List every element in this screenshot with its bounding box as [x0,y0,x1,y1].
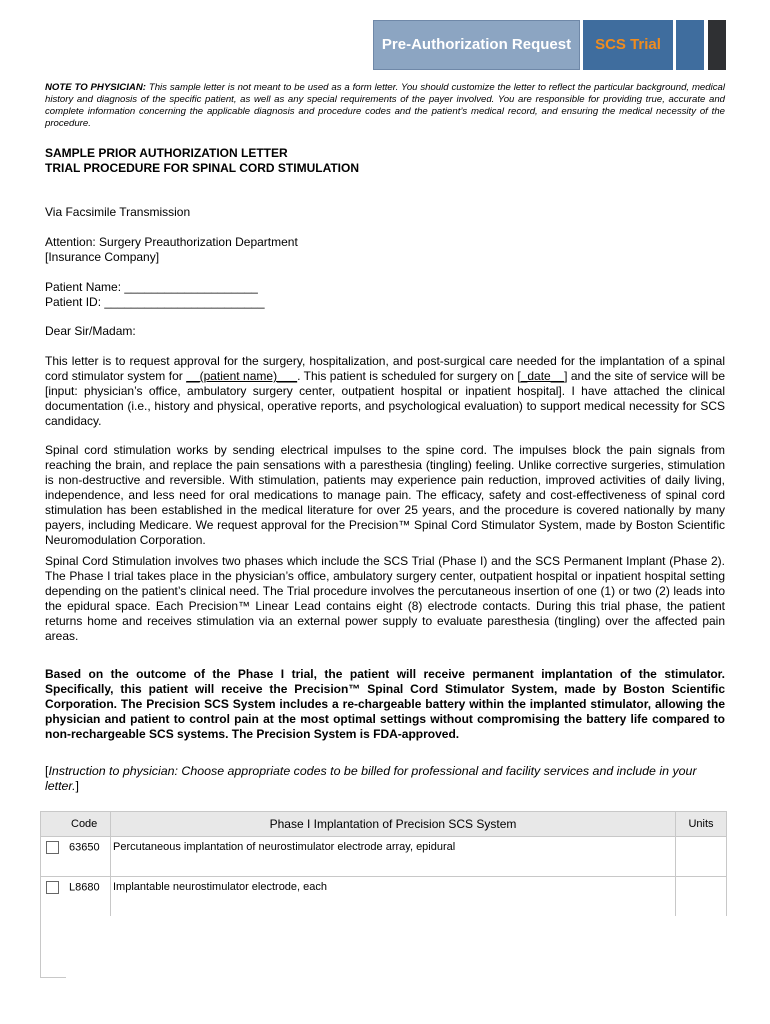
code-value: 63650 [69,841,100,854]
scs-trial-tab: SCS Trial [583,20,673,70]
note-label: NOTE TO PHYSICIAN: [45,82,146,93]
description-cell: Percutaneous implantation of neurostimulator electrode array, epidural [111,837,676,877]
pre-authorization-tab: Pre-Authorization Request [373,20,580,70]
patient-id-field: Patient ID: ________________________ [45,295,265,309]
paragraph-scs-explanation: Spinal cord stimulation works by sending electrical impulses to the spine cord. The impulses block the pain signals from reaching the brain, and replace the pain sensations with a paresthesia (tingling) feeling. Unlike corrective surgeries, stimulation is non-destructive and reversible. With stimulation, patients may experience pain reduction, improved activities of daily living, independence, and less need for oral medications to manage pain. The efficacy, safety and cost-effectiveness of spinal cord stimulation has been established in the medical literature for over 25 years, and the procedure is covered nationally by many payers, including Medicare. We request approval for the Precision™ Spinal Cord Stimulator System, made by Boston Scientific Neuromodulation Corporation. [45,443,725,547]
para1-c: ] and the site of service will be [input: physician’s office, ambulatory surgery center, outpatient hospital or inpatient hospital]. I have attached the clinical documentation (i.e., history and physical, operative reports, and psychological evaluation) to support medical necessity for SCS candidacy. [45,369,726,428]
via-line: Via Facsimile Transmission [45,205,191,219]
para1-b: . This patient is scheduled for surgery on [ [297,369,521,383]
table-header-row [41,812,727,837]
attention-block [45,235,725,265]
patient-block [45,280,725,310]
patient-name-field: Patient Name: ____________________ [45,280,258,294]
row-checkbox[interactable] [46,841,59,854]
physician-note [45,82,725,130]
code-cell [41,837,111,877]
salutation: Dear Sir/Madam: [45,324,136,338]
paragraph-request [45,354,725,429]
paragraph-permanent-implant: Based on the outcome of the Phase I trial, the patient will receive permanent implantation of the stimulator. Specifically, this patient will receive the Precision™ Spinal Cord Stimulator System, made by Boston Scientific Corporation. The Precision SCS System includes a re-chargeable battery within the implanted stimulator, allowing the physician and patient to control pain at the most optimal settings without compromising the battery life compared to non-rechargeable SCS systems. The Precision System is FDA-approved. [45,667,725,741]
instruction-text: Instruction to physician: Choose appropriate codes to be billed for professional and facility services and include in your letter. [45,764,697,793]
description-cell: Implantable neurostimulator electrode, each [111,877,676,917]
table-frame-left [40,916,41,978]
paragraph-phases: Spinal Cord Stimulation involves two phases which include the SCS Trial (Phase I) and the SCS Permanent Implant (Phase 2). The Phase I trial takes place in the physician’s office, ambulatory surgery center, outpatient hospital or inpatient hospital setting depending on the patient’s clinical need. The Trial procedure involves the percutaneous insertion of one (1) or two (2) leads into the epidural space. Each Precision™ Linear Lead contains eight (8) electrode contacts. During this trial phase, the patient returns home and receives stimulation via an external power supply to evaluate paresthesia (tingling) over the affected pain areas. [45,554,725,643]
row-checkbox[interactable] [46,881,59,894]
para1-a: This letter is to request approval for the surgery, hospitalization, and post-surgical care needed for the implantation of a spinal cord stimulator system for [45,354,725,383]
instruction-close: ] [75,779,79,793]
units-cell[interactable] [676,837,727,877]
header-title: Phase I Implantation of Precision SCS System [111,812,676,837]
table-row [41,877,727,917]
patient-name-placeholder: __(patient name)___ [186,369,298,383]
note-text: This sample letter is not meant to be used as a form letter. You should customize the letter to reflect the particular background, medical history and diagnosis of the specific patient, as well as any special requirements of the payer involved. You are responsible for providing true, accurate and complete information concerning the applicable diagnosis and procedure codes and the patient’s medical record, and ensuring the medical necessity of the procedure. [45,82,726,129]
attention-line-2: [Insurance Company] [45,250,160,264]
code-cell [41,877,111,917]
header-dark-block [708,20,726,70]
page-cutoff-area [0,916,770,1024]
instruction-note [45,764,725,794]
header-accent-block [676,20,704,70]
header-code: Code [41,812,111,837]
date-placeholder: _date__ [520,369,565,383]
code-value: L8680 [69,881,100,894]
letter-title [45,146,725,176]
attention-line-1: Attention: Surgery Preauthorization Department [45,235,298,249]
table-row [41,837,727,877]
title-line-1: SAMPLE PRIOR AUTHORIZATION LETTER [45,146,288,160]
header-units: Units [676,812,727,837]
units-cell[interactable] [676,877,727,917]
instruction-open: [ [45,764,49,778]
title-line-2: TRIAL PROCEDURE FOR SPINAL CORD STIMULATION [45,161,360,175]
table-frame-bottom [40,977,66,978]
